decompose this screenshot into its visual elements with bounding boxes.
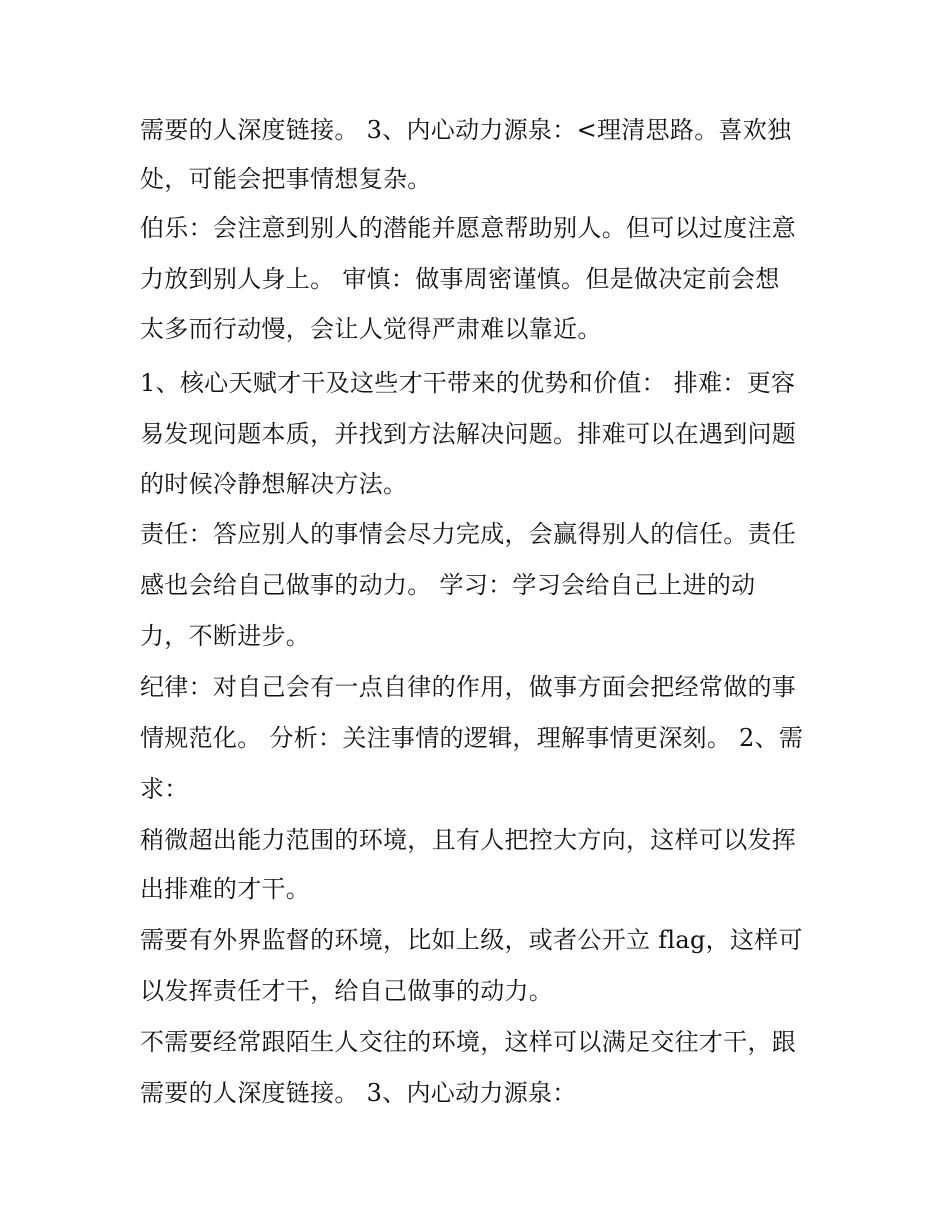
text-line: 太多而行动慢，会让人觉得严肃难以靠近。 (140, 315, 602, 343)
text-line: 需要的人深度链接。 3、内心动力源泉：<理清思路。喜欢独 (140, 116, 792, 144)
text-line: 需要的人深度链接。 3、内心动力源泉： (140, 1079, 577, 1107)
text-line: 以发挥责任才干，给自己做事的动力。 (140, 977, 554, 1005)
text-line: 力放到别人身上。 审慎：做事周密谨慎。但是做决定前会想 (140, 265, 780, 293)
text-line: 不需要经常跟陌生人交往的环境，这样可以满足交往才干，跟 (140, 1028, 797, 1056)
text-line: 情规范化。 分析：关注事情的逻辑，理解事情更深刻。 2、需 (140, 724, 804, 752)
text-line: 出排难的才干。 (140, 875, 311, 903)
text-line: 纪律：对自己会有一点自律的作用，做事方面会把经常做的事 (140, 673, 797, 701)
text-line: 伯乐：会注意到别人的潜能并愿意帮助别人。但可以过度注意 (140, 214, 797, 242)
text-line: 易发现问题本质，并找到方法解决问题。排难可以在遇到问题 (140, 420, 797, 448)
text-line: 感也会给自己做事的动力。 学习：学习会给自己上进的动 (140, 571, 756, 599)
text-line: 的时候冷静想解决方法。 (140, 470, 408, 498)
text-line: 稍微超出能力范围的环境，且有人把控大方向，这样可以发挥 (140, 826, 797, 854)
text-line: 求： (140, 775, 189, 803)
text-line: 1、核心天赋才干及这些才干带来的优势和价值： 排难：更容 (140, 369, 796, 397)
text-line: 力，不断进步。 (140, 622, 311, 650)
text-line: 责任：答应别人的事情会尽力完成，会赢得别人的信任。责任 (140, 520, 797, 548)
text-line: 需要有外界监督的环境，比如上级，或者公开立 flag，这样可 (140, 926, 803, 954)
text-line: 处，可能会把事情想复杂。 (140, 165, 432, 193)
